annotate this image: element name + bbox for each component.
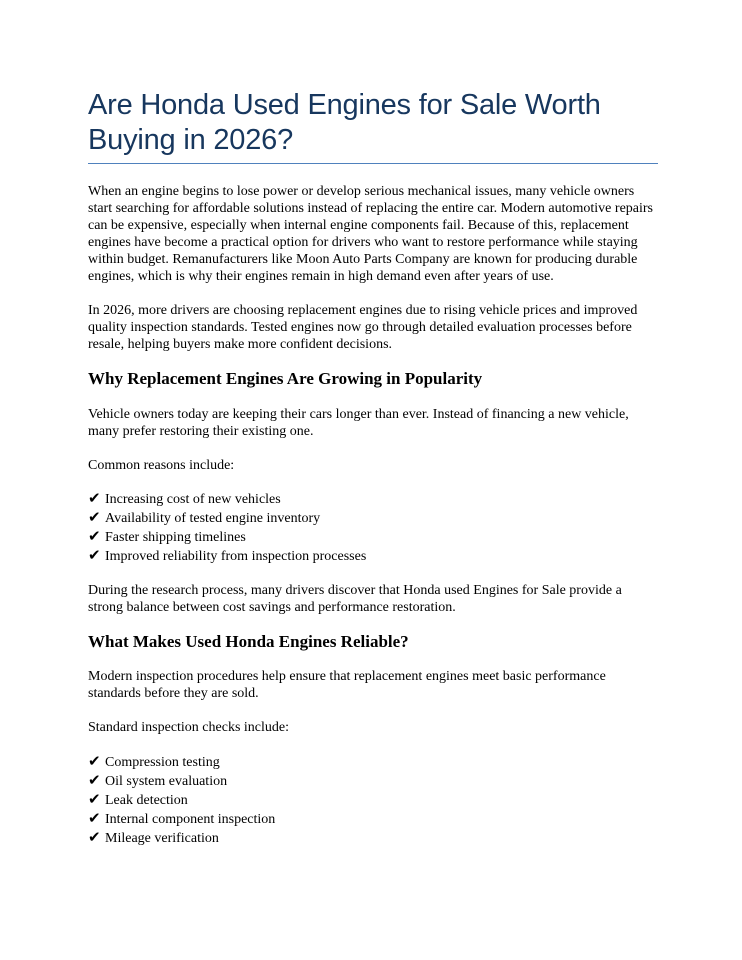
list-item-text: Increasing cost of new vehicles bbox=[105, 492, 281, 507]
list-item-text: Availability of tested engine inventory bbox=[105, 511, 321, 526]
list-item bbox=[88, 547, 658, 566]
intro-paragraph-2: In 2026, more drivers are choosing replacement engines due to rising vehicle prices and improved quality inspection standards. Tested engines now go through detailed evaluation processes before resale, helping buyers make more confident decisions. bbox=[88, 303, 638, 352]
list-item bbox=[88, 810, 658, 829]
document-page bbox=[88, 88, 658, 848]
list-item-text: Internal component inspection bbox=[105, 812, 276, 827]
list-item bbox=[88, 772, 658, 791]
list-item-text: Faster shipping timelines bbox=[105, 530, 246, 545]
list-item-text: Leak detection bbox=[105, 793, 188, 808]
list-item bbox=[88, 829, 658, 848]
checkmark-icon: ✔ bbox=[88, 830, 101, 846]
section2-paragraph-1: Modern inspection procedures help ensure that replacement engines meet basic performance standards before they are sold. bbox=[88, 669, 606, 701]
list-item-text: Oil system evaluation bbox=[105, 774, 228, 789]
checkmark-icon: ✔ bbox=[88, 491, 101, 507]
list-item bbox=[88, 509, 658, 528]
section2-paragraph-2: Standard inspection checks include: bbox=[88, 720, 289, 735]
list-item bbox=[88, 528, 658, 547]
list-item bbox=[88, 490, 658, 509]
section-heading-reliable: What Makes Used Honda Engines Reliable? bbox=[88, 632, 409, 651]
page-title: Are Honda Used Engines for Sale Worth Buying in 2026? bbox=[88, 89, 601, 156]
title-divider bbox=[88, 163, 658, 164]
list-item-text: Mileage verification bbox=[105, 831, 219, 846]
section1-paragraph-3: During the research process, many drivers discover that Honda used Engines for Sale provide a strong balance between cost savings and performance restoration. bbox=[88, 583, 622, 615]
list-item-text: Compression testing bbox=[105, 755, 220, 770]
list-item bbox=[88, 791, 658, 810]
section-heading-popularity: Why Replacement Engines Are Growing in Popularity bbox=[88, 369, 483, 388]
checkmark-icon: ✔ bbox=[88, 529, 101, 545]
checkmark-icon: ✔ bbox=[88, 811, 101, 827]
checkmark-icon: ✔ bbox=[88, 792, 101, 808]
section1-paragraph-2: Common reasons include: bbox=[88, 458, 235, 473]
reasons-list bbox=[88, 490, 658, 566]
list-item bbox=[88, 753, 658, 772]
checkmark-icon: ✔ bbox=[88, 773, 101, 789]
checkmark-icon: ✔ bbox=[88, 510, 101, 526]
checkmark-icon: ✔ bbox=[88, 754, 101, 770]
section1-paragraph-1: Vehicle owners today are keeping their cars longer than ever. Instead of financing a new vehicle, many prefer restoring their existing one. bbox=[88, 407, 629, 439]
inspection-checks-list bbox=[88, 753, 658, 848]
list-item-text: Improved reliability from inspection processes bbox=[105, 549, 367, 564]
checkmark-icon: ✔ bbox=[88, 548, 101, 564]
intro-paragraph-1: When an engine begins to lose power or develop serious mechanical issues, many vehicle owners start searching for affordable solutions instead of replacing the entire car. Modern automotive repairs can be expensive, especially when internal engine components fail. Because of this, replacement engines have become a practical option for drivers who want to restore performance while staying within budget. Remanufacturers like Moon Auto Parts Company are known for producing durable engines, which is why their engines remain in high demand even after years of use. bbox=[88, 184, 653, 284]
